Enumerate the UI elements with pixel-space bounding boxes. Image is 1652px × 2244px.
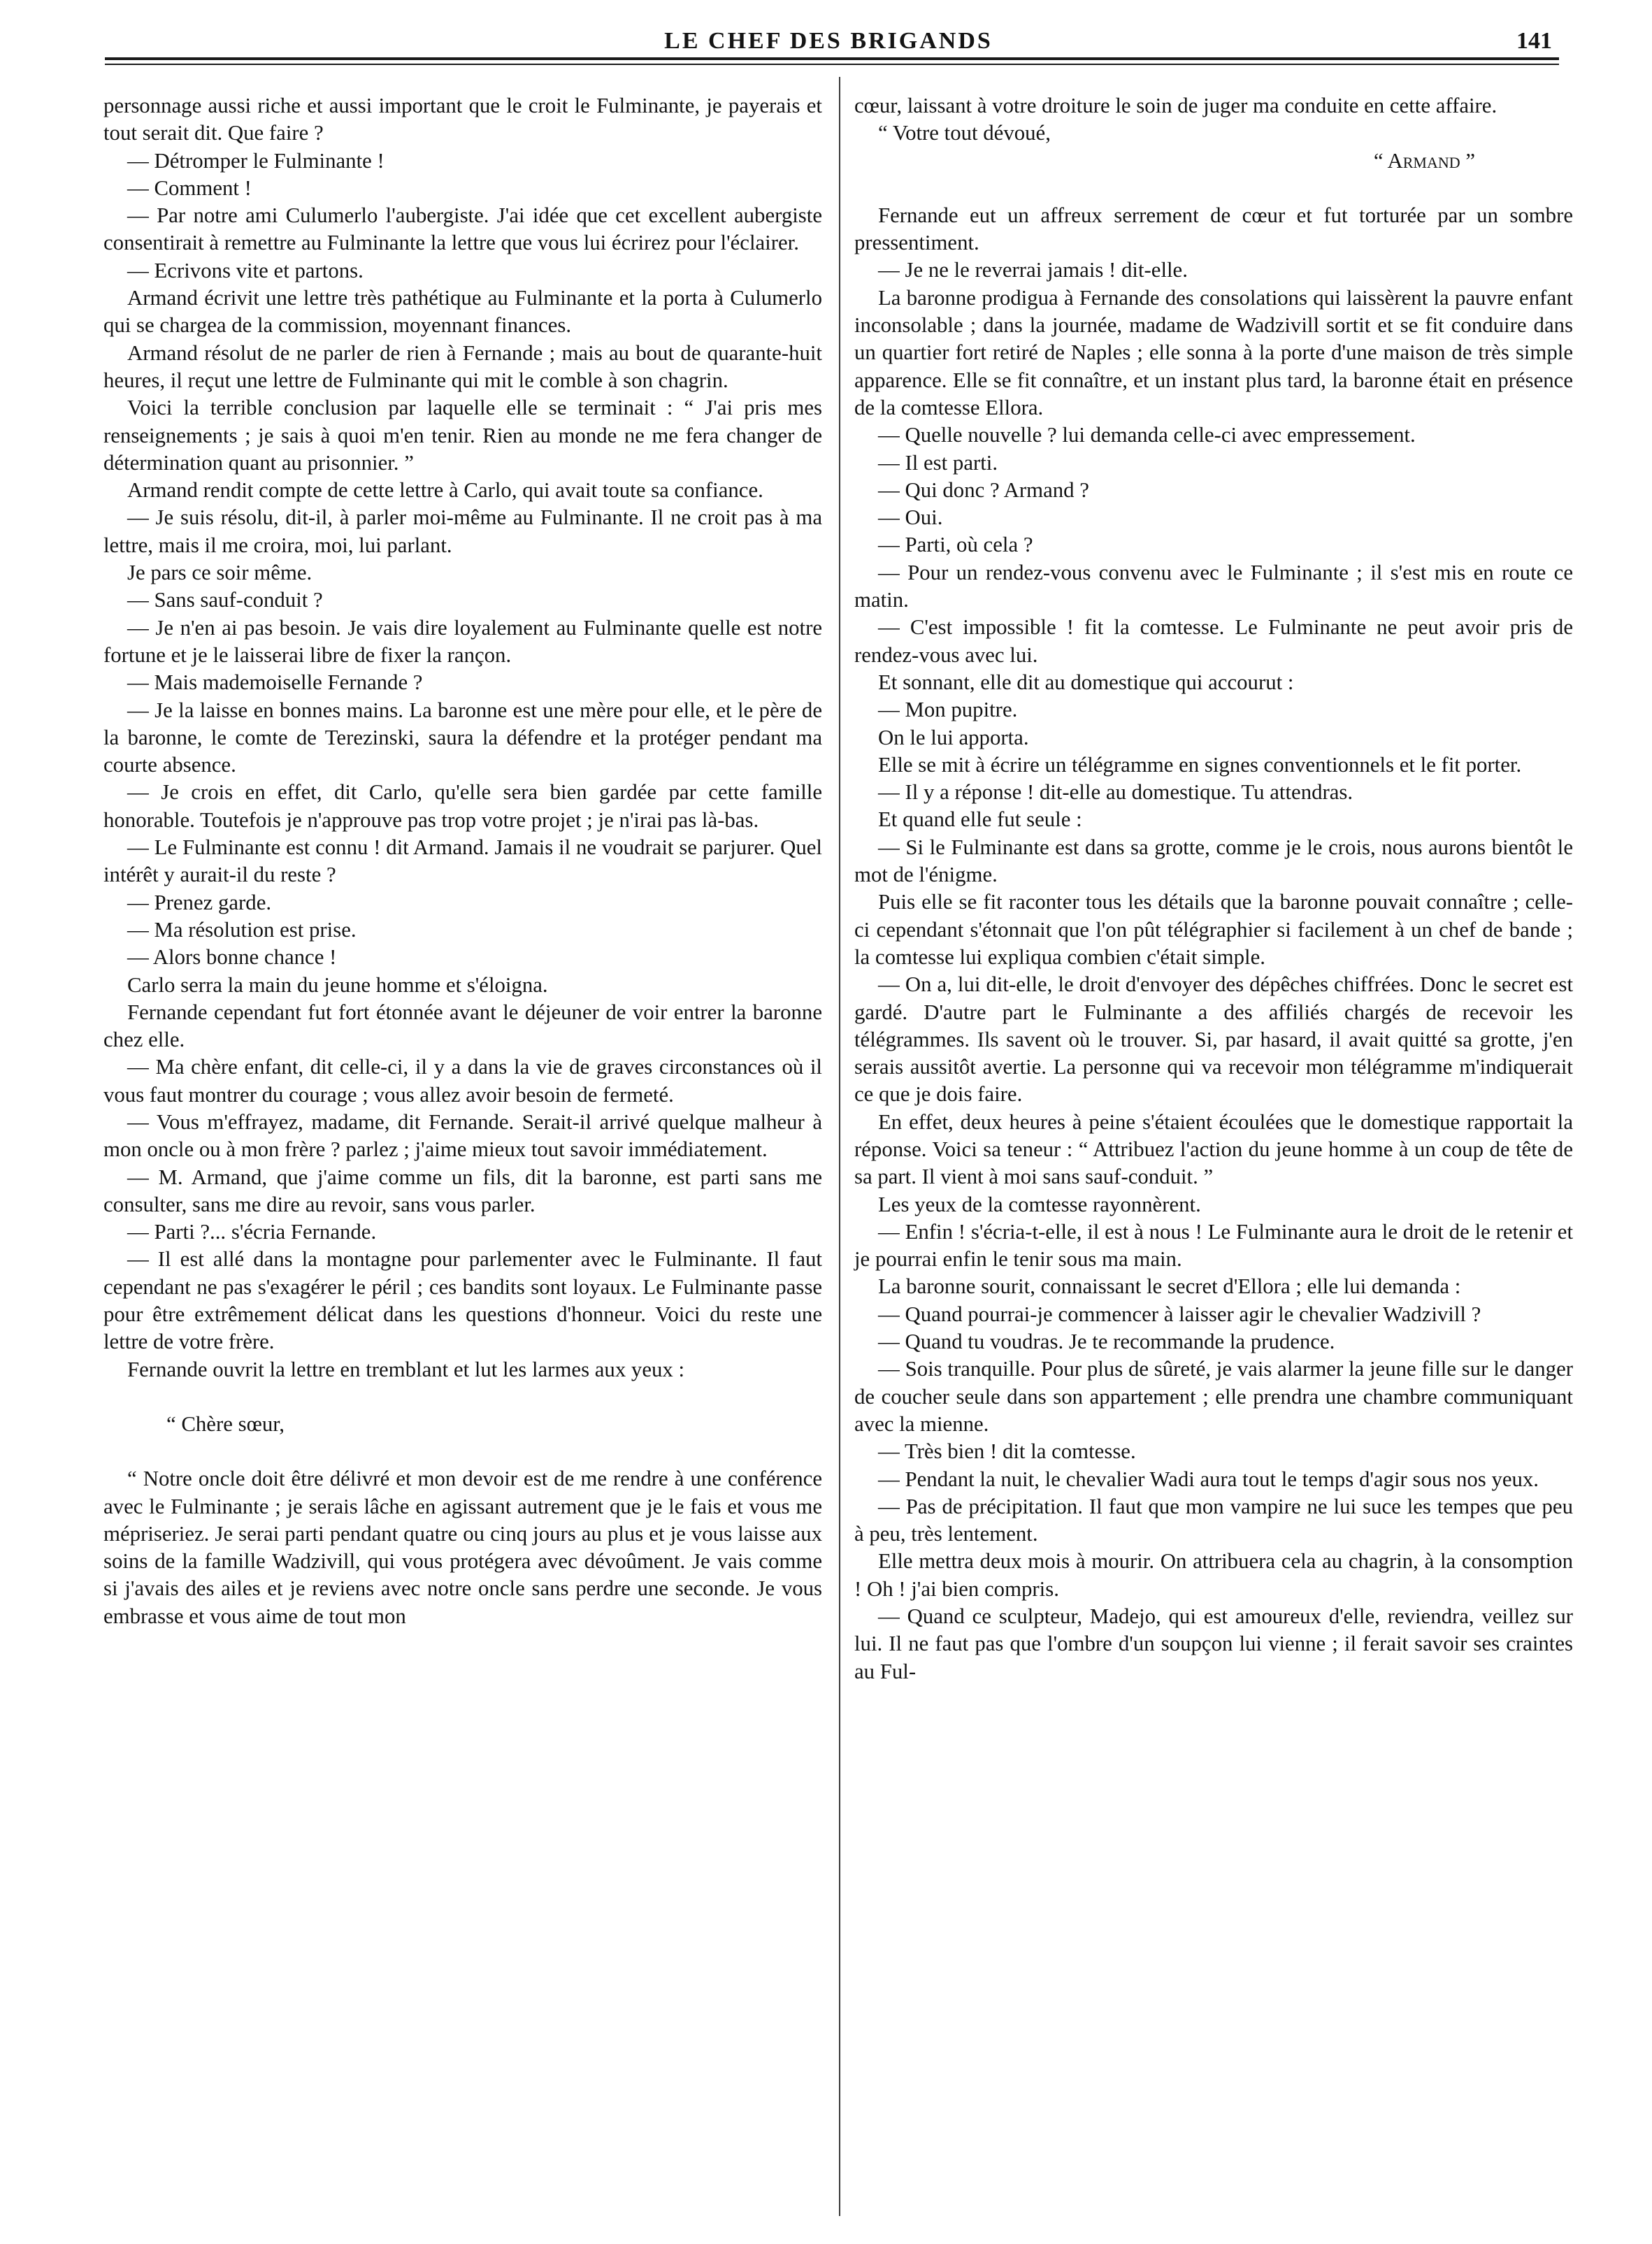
paragraph: Fernande cependant fut fort étonnée avant le déjeuner de voir entrer la baronne chez elle. [103, 1000, 822, 1052]
paragraph: Fernande eut un affreux serrement de cœur et fut torturée par un sombre pressentiment. [854, 203, 1573, 255]
paragraph: — Ecrivons vite et partons. [127, 258, 364, 282]
paragraph: — Qui donc ? Armand ? [878, 477, 1089, 502]
paragraph: — Parti, où cela ? [878, 533, 1033, 557]
paragraph: Fernande ouvrit la lettre en tremblant et lut les larmes aux yeux : [127, 1357, 685, 1381]
paragraph: — Le Fulminante est connu ! dit Armand. Jamais il ne voudrait se parjurer. Quel intérêt y aurait-il du reste ? [103, 835, 822, 887]
paragraph: En effet, deux heures à peine s'étaient écoulées que le domestique rapportait la réponse. Voici sa teneur : “ Attribuez l'action du jeune homme à un coup de tête de sa part. Il vient à moi sans sauf-conduit. ” [854, 1109, 1573, 1189]
paragraph: — Mon pupitre. [878, 698, 1018, 722]
paragraph: Carlo serra la main du jeune homme et s'éloigna. [127, 972, 548, 997]
letter-signature: “ Armand ” [1373, 148, 1475, 173]
running-title: LE CHEF DES BRIGANDS [664, 28, 993, 54]
header-rule-thin [105, 64, 1559, 65]
paragraph: — Sans sauf-conduit ? [127, 588, 323, 612]
paragraph: — Quand pourrai-je commencer à laisser agir le chevalier Wadzivill ? [878, 1302, 1481, 1326]
page-number: 141 [1516, 28, 1552, 54]
left-column [103, 92, 822, 1630]
paragraph: — Il est parti. [878, 450, 998, 475]
letter-body: “ Notre oncle doit être délivré et mon devoir est de me rendre à une conférence avec le Fulminante ; je serais lâche en agissant autrement que je le fais et vous me mépriseriez. Je serai parti pendant quatre ou cinq jours au plus et je vous laisse aux soins de la famille Wadzivill, qui vous protégera avec dévoûment. Je vais comme si j'avais des ailes et je reviens avec notre oncle sans perdre une seconde. Je vous embrasse et vous aime de tout mon [103, 1467, 822, 1628]
paragraph: — On a, lui dit-elle, le droit d'envoyer des dépêches chiffrées. Donc le secret est gardé. D'autre part le Fulminante a des affiliés chargés de recevoir les télégrammes. Ils savent où le trouver. Si, par hasard, il avait quitté sa grotte, j'en serais aussitôt avertie. La personne qui va recevoir mon télégramme m'indiquerait ce que je dois faire. [854, 972, 1573, 1107]
paragraph: — M. Armand, que j'aime comme un fils, dit la baronne, est parti sans me consulter, sans me dire au revoir, sans vous parler. [103, 1165, 822, 1216]
paragraph: — Détromper le Fulminante ! [127, 148, 385, 173]
paragraph: — Prenez garde. [127, 890, 272, 914]
paragraph: — Alors bonne chance ! [127, 945, 337, 970]
paragraph: — Parti ?... s'écria Fernande. [127, 1220, 377, 1244]
paragraph: — Je suis résolu, dit-il, à parler moi-même au Fulminante. Il ne croit pas à ma lettre, mais il me croira, moi, lui parlant. [103, 505, 822, 557]
paragraph: — Quand ce sculpteur, Madejo, qui est amoureux d'elle, reviendra, veillez sur lui. Il ne faut pas que l'ombre d'un soupçon lui vienne ; il ferait savoir ses craintes au Ful- [854, 1604, 1573, 1683]
paragraph: — C'est impossible ! fit la comtesse. Le Fulminante ne peut avoir pris de rendez-vous avec lui. [854, 615, 1573, 667]
paragraph: Et sonnant, elle dit au domestique qui accourut : [878, 670, 1294, 694]
paragraph: — Très bien ! dit la comtesse. [878, 1439, 1136, 1464]
paragraph: — Comment ! [127, 175, 252, 200]
paragraph: personnage aussi riche et aussi important que le croit le Fulminante, je payerais et tout serait dit. Que faire ? [103, 94, 822, 145]
paragraph: — Oui. [878, 505, 943, 530]
paragraph: Armand résolut de ne parler de rien à Fernande ; mais au bout de quarante-huit heures, il reçut une lettre de Fulminante qui mit le comble à son chagrin. [103, 340, 822, 392]
paragraph: Je pars ce soir même. [127, 561, 313, 585]
paragraph: Armand écrivit une lettre très pathétique au Fulminante et la porta à Culumerlo qui se chargea de la commission, moyennant finances. [103, 286, 822, 338]
letter-salutation: “ Chère sœur, [166, 1411, 285, 1436]
paragraph: — Ma résolution est prise. [127, 917, 357, 942]
paragraph: — Je ne le reverrai jamais ! dit-elle. [878, 258, 1188, 282]
paragraph: — Mais mademoiselle Fernande ? [127, 670, 423, 695]
paragraph: Voici la terrible conclusion par laquelle elle se terminait : “ J'ai pris mes renseignements ; je sais à quoi m'en tenir. Rien au monde ne me fera changer de détermination quant au prisonnier. ” [103, 396, 822, 475]
paragraph: — Si le Fulminante est dans sa grotte, comme je le crois, nous aurons bientôt le mot de l'énigme. [854, 835, 1573, 887]
paragraph: — Pas de précipitation. Il faut que mon vampire ne lui suce les tempes que peu à peu, très lentement. [854, 1494, 1573, 1546]
paragraph: — Quand tu voudras. Je te recommande la prudence. [878, 1330, 1335, 1354]
paragraph: — Pour un rendez-vous convenu avec le Fulminante ; il s'est mis en route ce matin. [854, 560, 1573, 612]
paragraph: — Je la laisse en bonnes mains. La baronne est une mère pour elle, et le père de la baronne, le comte de Terezinski, saura la défendre et la protéger pendant ma courte absence. [103, 698, 822, 777]
paragraph: Et quand elle fut seule : [878, 807, 1082, 832]
paragraph: Armand rendit compte de cette lettre à Carlo, qui avait toute sa confiance. [127, 478, 763, 503]
paragraph: — Je n'en ai pas besoin. Je vais dire loyalement au Fulminante quelle est notre fortune et je le laisserai libre de fixer la rançon. [103, 615, 822, 667]
paragraph: On le lui apporta. [878, 725, 1029, 749]
paragraph: — Il y a réponse ! dit-elle au domestique. Tu attendras. [878, 780, 1353, 805]
page-header [105, 21, 1552, 57]
paragraph: — Il est allé dans la montagne pour parlementer avec le Fulminante. Il faut cependant ne pas s'exagérer le péril ; ces bandits sont loyaux. Le Fulminante passe pour être extrêmement délicat dans les questions d'honneur. Voici du reste une lettre de votre frère. [103, 1247, 822, 1354]
paragraph: Elle se mit à écrire un télégramme en signes conventionnels et le fit porter. [878, 752, 1522, 777]
paragraph: cœur, laissant à votre droiture le soin de juger ma conduite en cette affaire. [854, 94, 1497, 117]
column-separator [839, 77, 840, 2216]
paragraph: Puis elle se fit raconter tous les détails que la baronne pouvait connaître ; celle-ci cependant s'étonnait que l'on pût télégraphier si facilement à un chef de bande ; la comtesse lui expliqua combien c'était simple. [854, 890, 1573, 969]
paragraph: La baronne sourit, connaissant le secret d'Ellora ; elle lui demanda : [878, 1274, 1461, 1299]
paragraph: — Sois tranquille. Pour plus de sûreté, je vais alarmer la jeune fille sur le danger de coucher seule dans son appartement ; elle prendra une chambre communiquant avec la mienne. [854, 1357, 1573, 1436]
paragraph: — Pendant la nuit, le chevalier Wadi aura tout le temps d'agir sous nos yeux. [878, 1467, 1539, 1491]
header-rule-thick [105, 57, 1559, 60]
letter-closing: “ Votre tout dévoué, [878, 121, 1051, 145]
paragraph: — Enfin ! s'écria-t-elle, il est à nous ! Le Fulminante aura le droit de le retenir et je pourrai enfin le tenir sous ma main. [854, 1219, 1573, 1272]
paragraph: — Je crois en effet, dit Carlo, qu'elle sera bien gardée par cette famille honorable. Toutefois je n'approuve pas trop votre projet ; je n'irai pas là-bas. [103, 780, 822, 832]
right-column [854, 92, 1573, 1685]
paragraph: — Ma chère enfant, dit celle-ci, il y a dans la vie de graves circonstances où il vous faut montrer du courage ; vous allez avoir besoin de fermeté. [103, 1055, 822, 1107]
paragraph: — Par notre ami Culumerlo l'aubergiste. J'ai idée que cet excellent aubergiste consentirait à remettre au Fulminante la lettre que vous lui écrirez pour l'éclairer. [103, 203, 822, 255]
paragraph: — Vous m'effrayez, madame, dit Fernande. Serait-il arrivé quelque malheur à mon oncle ou à mon frère ? parlez ; j'aime mieux tout savoir immédiatement. [103, 1109, 822, 1162]
paragraph: — Quelle nouvelle ? lui demanda celle-ci avec empressement. [878, 423, 1416, 447]
paragraph: Les yeux de la comtesse rayonnèrent. [878, 1192, 1201, 1216]
paragraph: La baronne prodigua à Fernande des consolations qui laissèrent la pauvre enfant inconsolable ; dans la journée, madame de Wadzivill sortit et se fit conduire dans un quartier fort retiré de Naples ; elle sonna à la porte d'une maison de très simple apparence. Elle se fit connaître, et un instant plus tard, la baronne était en présence de la comtesse Ellora. [854, 285, 1573, 419]
paragraph: Elle mettra deux mois à mourir. On attribuera cela au chagrin, à la consomption ! Oh ! j'ai bien compris. [854, 1549, 1573, 1601]
